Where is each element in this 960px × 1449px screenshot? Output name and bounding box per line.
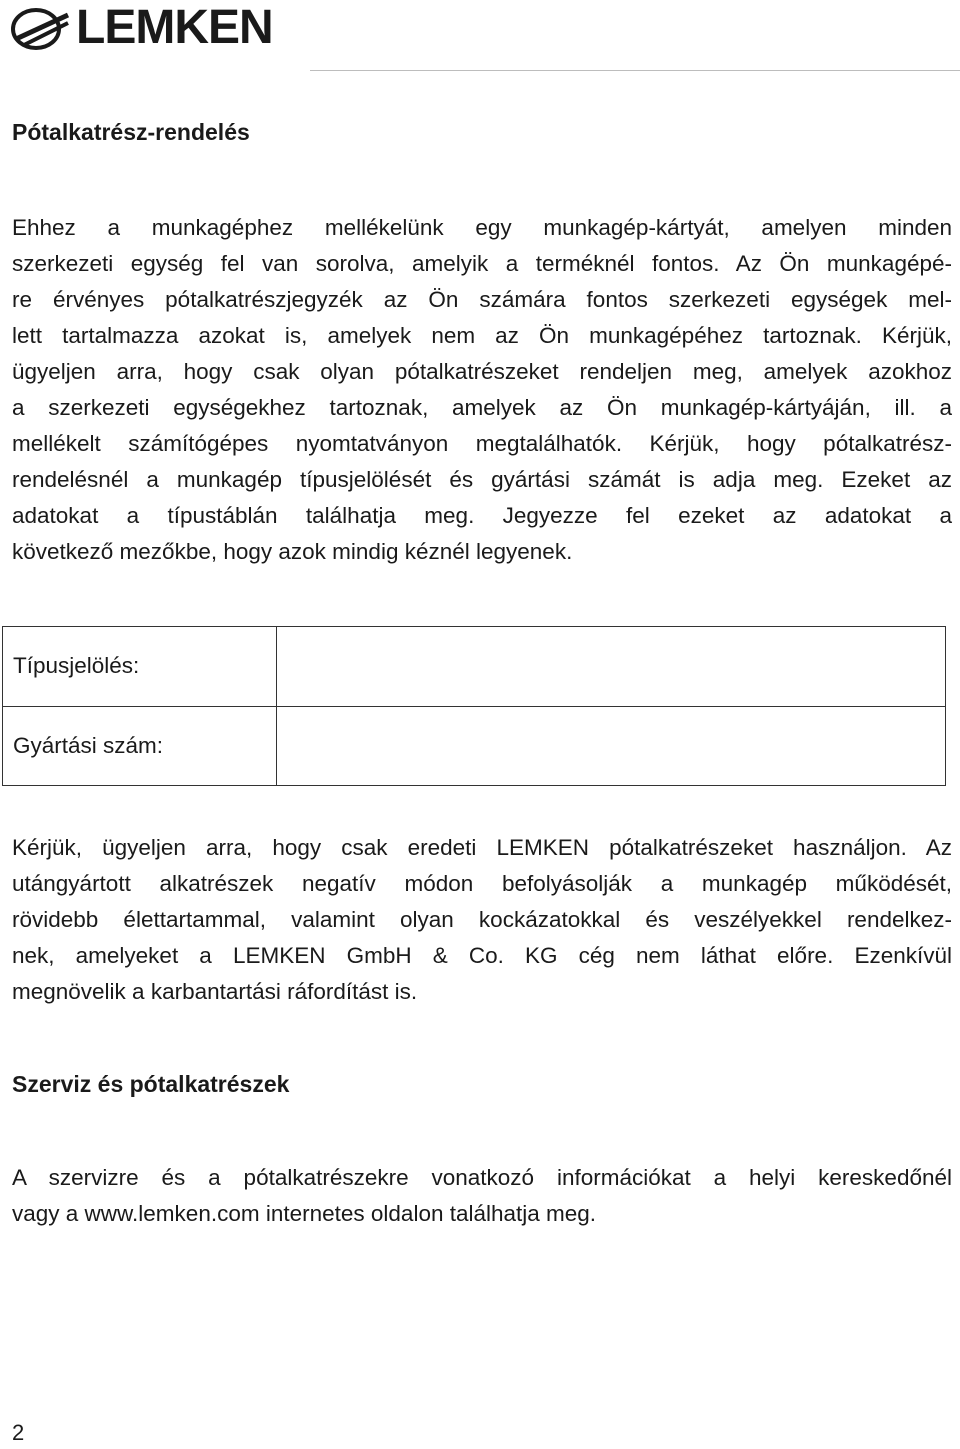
- lemken-emblem-icon: [10, 5, 72, 51]
- original-parts-notice-paragraph: [12, 830, 952, 1010]
- machine-data-form: [2, 626, 946, 786]
- paragraph-line: következő mezőkbe, hogy azok mindig kéznél legyenek.: [12, 539, 573, 564]
- serial-number-field[interactable]: [277, 706, 946, 786]
- paragraph-line: rövidebb élettartammal, valamint olyan kockázatokkal és veszélyekkel rendelkez-: [12, 907, 952, 932]
- paragraph-line: Kérjük, ügyeljen arra, hogy csak eredeti LEMKEN pótalkatrészeket használjon. Az: [12, 835, 952, 860]
- paragraph-line: megnövelik a karbantartási ráfordítást is.: [12, 979, 418, 1004]
- paragraph-line: szerkezeti egység fel van sorolva, amelyik a terméknél fontos. Az Ön munkagépé-: [12, 251, 952, 276]
- type-designation-field[interactable]: [277, 627, 946, 707]
- paragraph-line: vagy a www.lemken.com internetes oldalon találhatja meg.: [12, 1201, 597, 1226]
- form-row-type: [3, 627, 946, 707]
- header-divider: [310, 70, 960, 71]
- paragraph-line: re érvényes pótalkatrészjegyzék az Ön számára fontos szerkezeti egységek mel-: [12, 287, 952, 312]
- paragraph-line: rendelésnél a munkagép típusjelölését és gyártási számát is adja meg. Ezeket az: [12, 467, 952, 492]
- spare-parts-intro-paragraph: [12, 210, 952, 570]
- serial-number-label: Gyártási szám:: [3, 706, 277, 786]
- section-title-service: Szerviz és pótalkatrészek: [12, 1071, 290, 1097]
- paragraph-line: utángyártott alkatrészek negatív módon befolyásolják a munkagép működését,: [12, 871, 952, 896]
- paragraph-line: adatokat a típustáblán találhatja meg. Jegyezze fel ezeket az adatokat a: [12, 503, 952, 528]
- paragraph-line: nek, amelyeket a LEMKEN GmbH & Co. KG cég nem láthat előre. Ezenkívül: [12, 943, 952, 968]
- paragraph-line: Ehhez a munkagéphez mellékelünk egy munkagép-kártyát, amelyen minden: [12, 215, 952, 240]
- form-row-serial: [3, 706, 946, 786]
- logo-wordmark: LEMKEN: [76, 1, 273, 54]
- paragraph-line: A szervizre és a pótalkatrészekre vonatkozó információkat a helyi kereskedőnél: [12, 1165, 952, 1190]
- type-designation-label: Típusjelölés:: [3, 627, 277, 707]
- paragraph-line: mellékelt számítógépes nyomtatványon megtalálhatók. Kérjük, hogy pótalkatrész-: [12, 431, 952, 456]
- page-number: 2: [12, 1420, 25, 1445]
- service-info-paragraph: [12, 1160, 952, 1232]
- paragraph-line: lett tartalmazza azokat is, amelyek nem az Ön munkagépéhez tartoznak. Kérjük,: [12, 323, 952, 348]
- paragraph-line: a szerkezeti egységekhez tartoznak, amelyek az Ön munkagép-kártyáján, ill. a: [12, 395, 952, 420]
- section-title-spare-parts-order: Pótalkatrész-rendelés: [12, 119, 250, 145]
- lemken-logo: [10, 0, 310, 56]
- paragraph-line: ügyeljen arra, hogy csak olyan pótalkatrészeket rendeljen meg, amelyek azokhoz: [12, 359, 952, 384]
